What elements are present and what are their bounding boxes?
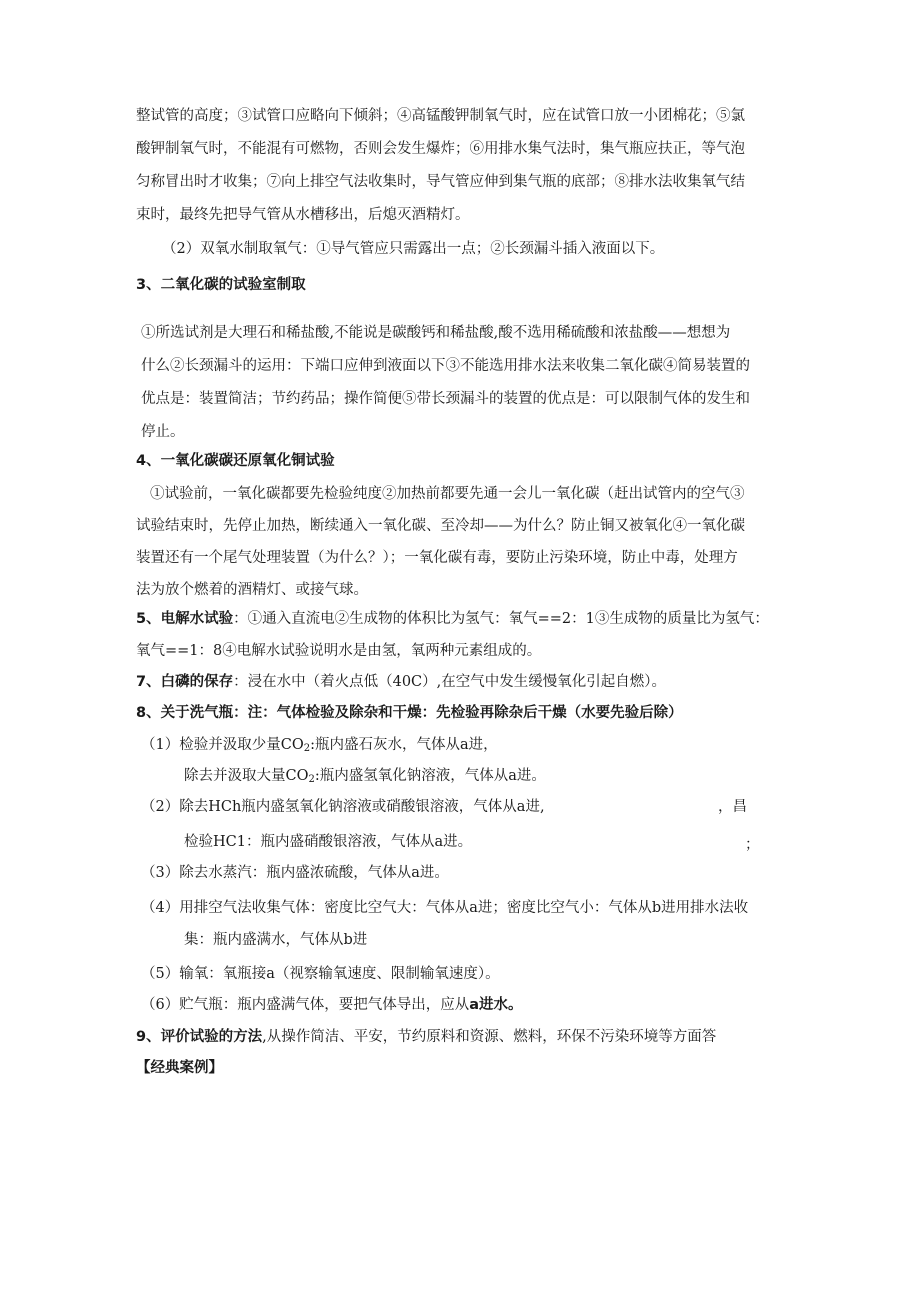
section-5-text: ：①通入直流电②生成物的体积比为氢气：氧气==2：1③生成物的质量比为氢气： (233, 611, 769, 627)
intro-item-2: （2）双氧水制取氧气：①导气管应只需露出一点；②长颈漏斗插入液面以下。 (162, 241, 665, 257)
section-8-item-1a: （1）检验并汲取少量$CO_2$:瓶内盛石灰水，气体从a进， (141, 737, 498, 754)
section-7-title: 7、白磷的保存 (136, 674, 234, 690)
section-4-body (136, 478, 745, 606)
section-3-line: 停止。 (141, 424, 185, 440)
section-8-item-3: （3）除去水蒸汽：瓶内盛浓硫酸，气体从a进。 (141, 865, 449, 881)
section-4-line: 装置还有一个尾气处理装置（为什么？）；一氧化碳有毒，要防止污染环境，防止中毒，处理方 (136, 550, 738, 566)
section-8-item-4-line: （4）用排空气法收集气体：密度比空气大：气体从a进；密度比空气小：气体从b进用排水法收 (141, 900, 749, 916)
section-8-item-2b-mark: ； (745, 837, 760, 853)
section-9-title: 9、评价试验的方法 (136, 1029, 263, 1045)
section-5-title: 5、电解水试验 (136, 611, 234, 627)
section-3-line: 什么②长颈漏斗的运用：下端口应伸到液面以下③不能选用排水法来收集二氧化碳④简易装置的 (141, 358, 750, 374)
section-4-line: 法为放个燃着的酒精灯、或接气球。 (136, 582, 368, 598)
intro-line: 束时，最终先把导气管从水槽移出，后熄灭酒精灯。 (136, 207, 470, 223)
intro-paragraph (136, 100, 745, 232)
section-3-title: 3、二氧化碳的试验室制取 (136, 277, 306, 293)
section-7-text: ：浸在水中（着火点低（40C）,在空气中发生缓慢氧化引起自燃）。 (233, 674, 666, 690)
section-5-line: 氧气==1：8④电解水试验说明水是由氢，氧两种元素组成的。 (136, 643, 542, 659)
section-7 (136, 666, 666, 698)
section-4-line: ①试验前，一氧化碳都要先检验纯度②加热前都要先通一会儿一氧化碳（赶出试管内的空气③ (150, 486, 745, 502)
section-4-line: 试验结束时，先停止加热，断续通入一氧化碳、至冷却——为什么？防止铜又被氧化④一氧化碳 (136, 518, 745, 534)
section-5 (136, 603, 769, 667)
intro-line: 酸钾制氧气时，不能混有可燃物，否则会发生爆炸；⑥用排水集气法时，集气瓶应扶正，等气泡 (136, 141, 745, 157)
section-8-item-5: （5）输氧：氧瓶接a（视察输氧速度、限制输氧速度）。 (141, 966, 500, 982)
section-3-line: 优点是：装置简洁；节约药品；操作简便⑤带长颈漏斗的装置的优点是：可以限制气体的发生和 (141, 391, 750, 407)
section-8-item-4 (141, 892, 748, 956)
section-9-text: ,从操作简洁、平安，节约原料和资源、燃料，环保不污染环境等方面答 (262, 1029, 717, 1045)
section-9 (136, 1021, 716, 1053)
section-8-item-2b: 检验HC1：瓶内盛硝酸银溶液，气体从a进。 (184, 834, 473, 850)
classic-cases-heading: 【经典案例】 (136, 1060, 223, 1076)
intro-line: 整试管的高度；③试管口应略向下倾斜；④高锰酸钾制氧气时，应在试管口放一小团棉花；⑤氯 (136, 108, 745, 124)
section-4-title: 4、一氧化碳碳还原氧化铜试验 (136, 453, 335, 469)
section-3-body (141, 317, 750, 449)
section-8-item-6: （6）贮气瓶：瓶内盛满气体，要把气体导出，应从a进水。 (141, 997, 523, 1013)
section-8-title: 8、关于洗气瓶：注：气体检验及除杂和干燥：先检验再除杂后干燥（水要先验后除） (136, 705, 683, 721)
intro-line: 匀称冒出时才收集；⑦向上排空气法收集时，导气管应伸到集气瓶的底部；⑧排水法收集氧气结 (136, 174, 745, 190)
section-8-item-1b: 除去并汲取大量$CO_2$:瓶内盛氢氧化钠溶液，气体从a进。 (184, 768, 546, 785)
section-8-item-2a: （2）除去HCh瓶内盛氢氧化钠溶液或硝酸银溶液，气体从a进, (141, 799, 545, 815)
section-8-item-4-line: 集：瓶内盛满水，气体从b进 (184, 932, 368, 948)
section-8-item-2a-mark: ，昌 (718, 799, 747, 815)
section-3-line: ①所选试剂是大理石和稀盐酸,不能说是碳酸钙和稀盐酸,酸不选用稀硫酸和浓盐酸——想想为 (141, 325, 731, 341)
